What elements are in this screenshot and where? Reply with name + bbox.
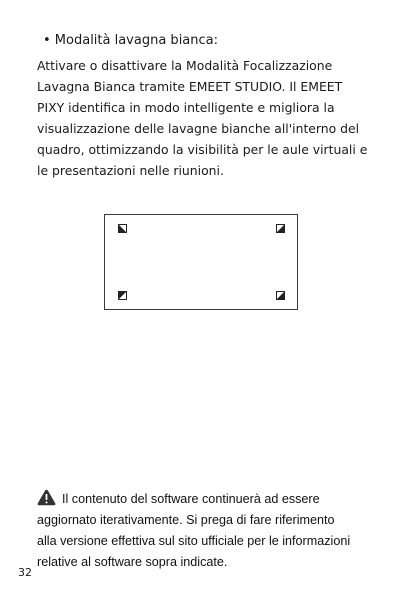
notice-line: alla versione effettiva sul sito ufficiale per le informazioni (37, 534, 351, 548)
notice-line (37, 489, 377, 510)
corner-marker-icon (118, 224, 127, 233)
corner-marker-icon (276, 224, 285, 233)
software-update-notice (37, 489, 377, 573)
corner-marker-icon (118, 291, 127, 300)
notice-text: Il contenuto del software continuerà ad essere (62, 492, 320, 506)
paragraph-line: Attivare o disattivare la Modalità Focalizzazione (37, 58, 333, 73)
section-heading: • Modalità lavagna bianca: (43, 33, 218, 48)
section-paragraph (37, 55, 377, 181)
paragraph-line: le presentazioni nelle riunioni. (37, 163, 224, 178)
corner-marker-icon (276, 291, 285, 300)
page-number: 32 (18, 566, 32, 579)
paragraph-line: visualizzazione delle lavagne bianche all'interno del (37, 121, 360, 136)
paragraph-line: Lavagna Bianca tramite EMEET STUDIO. Il EMEET (37, 79, 343, 94)
whiteboard-frame-illustration (104, 214, 298, 310)
notice-line: aggiornato iterativamente. Si prega di fare riferimento (37, 513, 335, 527)
notice-line: relative al software sopra indicate. (37, 555, 228, 569)
warning-icon (37, 489, 56, 506)
paragraph-line: quadro, ottimizzando la visibilità per le aule virtuali e (37, 142, 368, 157)
paragraph-line: PIXY identifica in modo intelligente e migliora la (37, 100, 335, 115)
